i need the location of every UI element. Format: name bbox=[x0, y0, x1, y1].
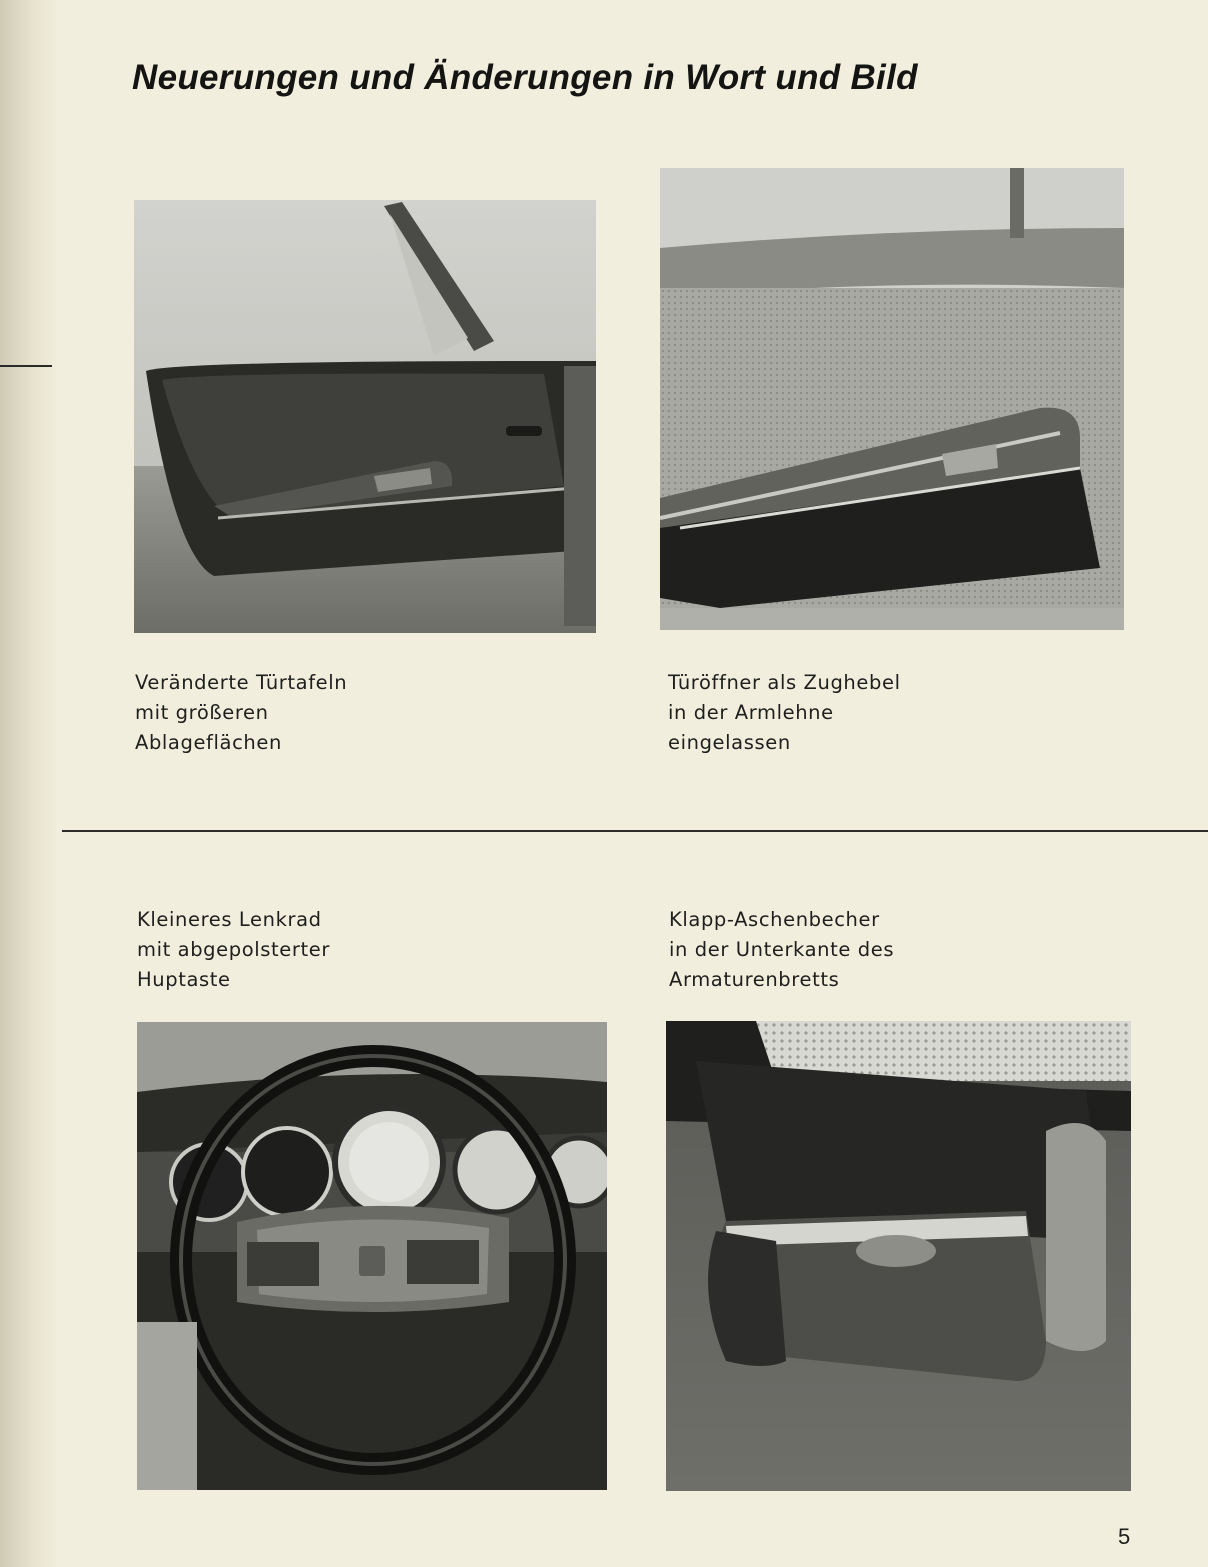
caption-line: in der Unterkante des bbox=[669, 938, 895, 961]
caption-line: Huptaste bbox=[137, 968, 231, 991]
photo-ashtray bbox=[666, 1021, 1131, 1491]
photo-door-panel bbox=[134, 166, 596, 633]
door-panel-icon bbox=[134, 166, 596, 633]
caption-line: Kleineres Lenkrad bbox=[137, 908, 322, 931]
caption-steering-wheel bbox=[137, 905, 330, 995]
ashtray-icon bbox=[666, 1021, 1131, 1491]
caption-door-handle bbox=[668, 668, 901, 758]
photo-door-handle bbox=[660, 168, 1124, 630]
caption-line: in der Armlehne bbox=[668, 701, 834, 724]
steering-wheel-icon bbox=[137, 1022, 607, 1490]
caption-line: Türöffner als Zughebel bbox=[668, 671, 901, 694]
page-title: Neuerungen und Änderungen in Wort und Bild bbox=[132, 58, 918, 97]
spine-rule bbox=[0, 365, 52, 367]
caption-door-panels bbox=[135, 668, 347, 758]
photo-steering-wheel bbox=[137, 1022, 607, 1490]
caption-line: eingelassen bbox=[668, 731, 791, 754]
caption-line: Veränderte Türtafeln bbox=[135, 671, 348, 694]
page-edge bbox=[0, 0, 58, 1567]
section-divider bbox=[62, 830, 1208, 832]
caption-ashtray bbox=[669, 905, 894, 995]
caption-line: Armaturenbretts bbox=[669, 968, 840, 991]
caption-line: Ablageflächen bbox=[135, 731, 282, 754]
caption-line: mit größeren bbox=[135, 701, 269, 724]
door-handle-icon bbox=[660, 168, 1124, 630]
caption-line: mit abgepolsterter bbox=[137, 938, 330, 961]
page-number: 5 bbox=[1118, 1524, 1131, 1549]
caption-line: Klapp-Aschenbecher bbox=[669, 908, 880, 931]
